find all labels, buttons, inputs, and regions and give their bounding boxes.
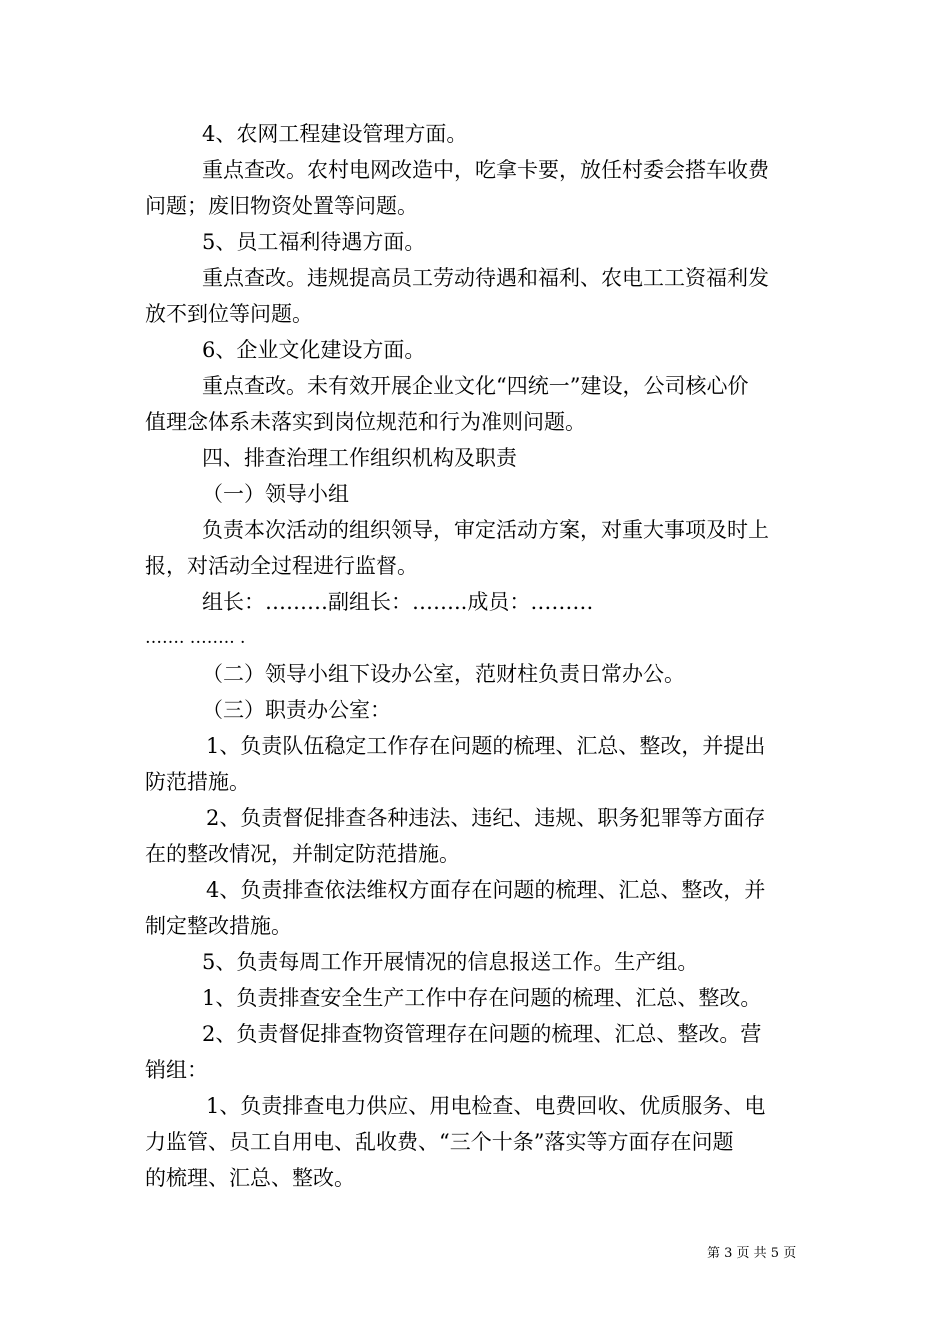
text-line: 1、负责排查安全生产工作中存在问题的梳理、汇总、整改。 (202, 986, 762, 1010)
text-line: 放不到位等问题。 (145, 302, 313, 326)
text-line: 防范措施。 (145, 770, 250, 794)
text-line: 负责本次活动的组织领导，审定活动方案，对重大事项及时上 (202, 518, 769, 542)
text-line: 销组： (145, 1058, 208, 1082)
page-footer: 第 3 页 共 5 页 (707, 1246, 797, 1261)
text-line: （一）领导小组 (202, 482, 349, 506)
text-line: 重点查改。未有效开展企业文化“四统一”建设，公司核心价 (202, 374, 749, 398)
text-line: 2、负责督促排查各种违法、违纪、违规、职务犯罪等方面存 (206, 806, 766, 830)
text-line: 4、农网工程建设管理方面。 (202, 122, 468, 146)
text-line: 制定整改措施。 (145, 914, 292, 938)
text-line: 问题；废旧物资处置等问题。 (145, 194, 418, 218)
text-line: 1、负责队伍稳定工作存在问题的梳理、汇总、整改，并提出 (206, 734, 766, 758)
text-line: 四、排查治理工作组织机构及职责 (202, 446, 517, 470)
text-line: 在的整改情况，并制定防范措施。 (145, 842, 460, 866)
text-line: （二）领导小组下设办公室，范财柱负责日常办公。 (202, 662, 685, 686)
text-line: 力监管、员工自用电、乱收费、“三个十条”落实等方面存在问题 (145, 1130, 734, 1154)
document-body (145, 116, 805, 1196)
text-line: 6、企业文化建设方面。 (202, 338, 426, 362)
text-line: ……. …….. . (145, 628, 246, 648)
text-line: 1、负责排查电力供应、用电检查、电费回收、优质服务、电 (206, 1094, 766, 1118)
text-line: 5、负责每周工作开展情况的信息报送工作。生产组。 (202, 950, 699, 974)
text-line: 报，对活动全过程进行监督。 (145, 554, 418, 578)
text-line: 的梳理、汇总、整改。 (145, 1166, 355, 1190)
text-line: 重点查改。农村电网改造中，吃拿卡要，放任村委会搭车收费 (202, 158, 769, 182)
text-line: 组长：………副组长：……..成员：……… (202, 590, 594, 614)
text-line: 值理念体系未落实到岗位规范和行为准则问题。 (145, 410, 586, 434)
text-line: （三）职责办公室： (202, 698, 391, 722)
text-line: 重点查改。违规提高员工劳动待遇和福利、农电工工资福利发 (202, 266, 769, 290)
text-line: 2、负责督促排查物资管理存在问题的梳理、汇总、整改。营 (202, 1022, 762, 1046)
text-line: 5、员工福利待遇方面。 (202, 230, 426, 254)
text-line: 4、负责排查依法维权方面存在问题的梳理、汇总、整改，并 (206, 878, 766, 902)
